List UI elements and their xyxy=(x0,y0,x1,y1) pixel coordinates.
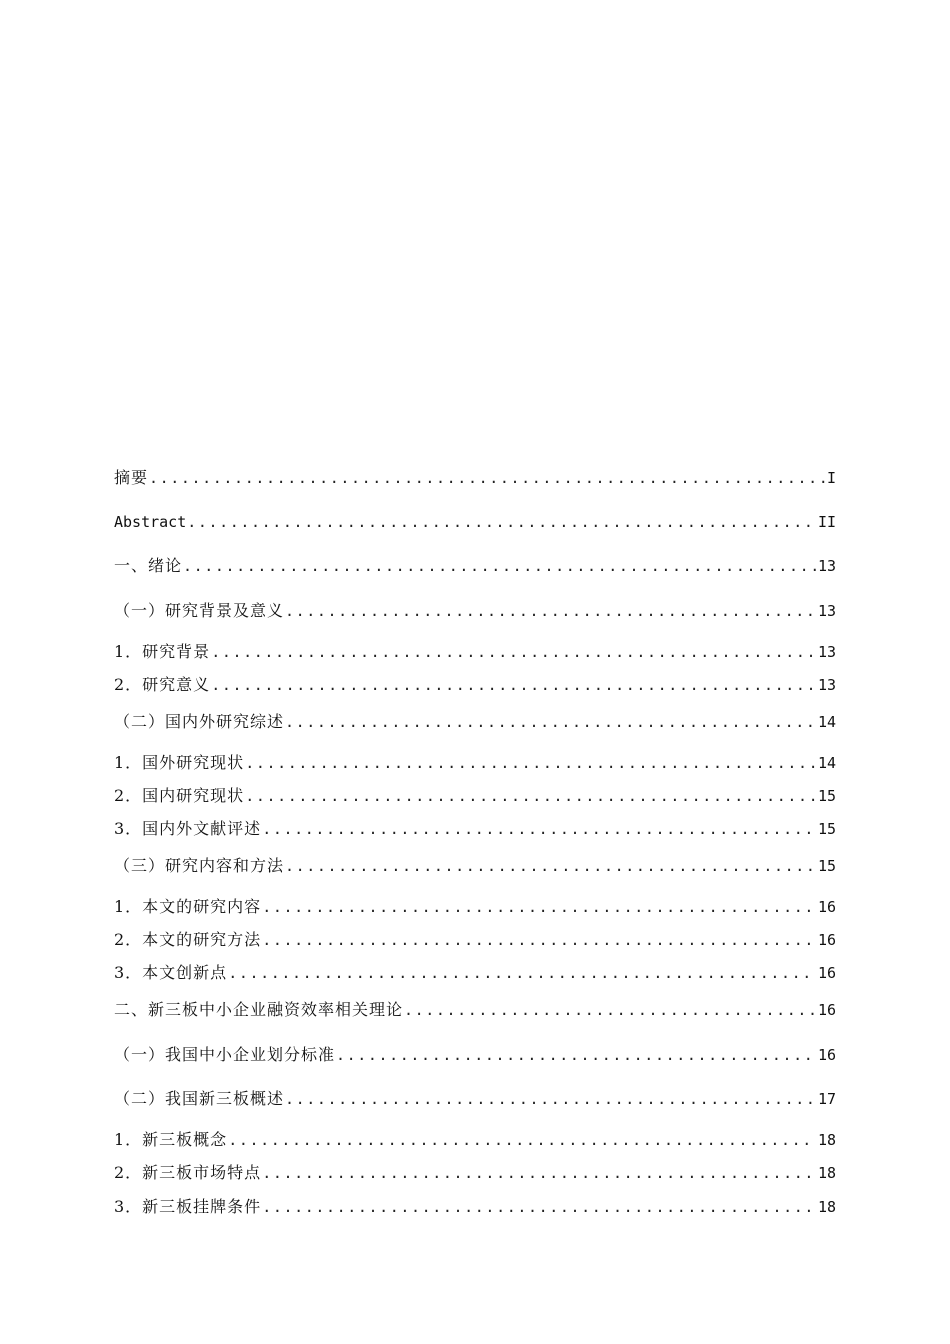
toc-entry-subsection-2-2-2[interactable] xyxy=(114,1161,836,1185)
toc-entry-subsection-1-1-1[interactable] xyxy=(114,640,836,664)
toc-entry-title: 2．研究意义 xyxy=(114,675,211,694)
toc-entry-page: 14 xyxy=(817,754,836,772)
toc-leader-dots xyxy=(262,1161,816,1185)
toc-entry-subsection-1-3-2[interactable] xyxy=(114,928,836,952)
toc-entry-subsection-1-2-2[interactable] xyxy=(114,784,836,808)
toc-entry-page: 17 xyxy=(817,1090,836,1108)
toc-leader-dots xyxy=(262,1195,816,1219)
toc-entry-title: 一、绪论 xyxy=(114,556,183,575)
toc-entry-title: 2．本文的研究方法 xyxy=(114,930,262,949)
toc-leader-dots xyxy=(285,710,816,734)
toc-entry-title: 1．国外研究现状 xyxy=(114,753,245,772)
toc-entry-page: I xyxy=(826,469,836,487)
toc-entry-subsection-1-2-1[interactable] xyxy=(114,751,836,775)
toc-entry-page: 18 xyxy=(817,1131,836,1149)
toc-entry-section-1-3[interactable] xyxy=(114,854,836,878)
toc-entry-page: II xyxy=(817,513,836,531)
toc-entry-title: 摘要 xyxy=(114,468,149,487)
toc-entry-title: 2．国内研究现状 xyxy=(114,786,245,805)
toc-leader-dots xyxy=(245,751,816,775)
toc-leader-dots xyxy=(211,673,816,697)
toc-entry-page: 16 xyxy=(817,964,836,982)
toc-leader-dots xyxy=(262,928,816,952)
toc-entry-subsection-1-3-3[interactable] xyxy=(114,961,836,985)
toc-entry-page: 14 xyxy=(817,713,836,731)
toc-entry-page: 15 xyxy=(817,820,836,838)
toc-entry-section-2-2[interactable] xyxy=(114,1087,836,1111)
toc-leader-dots xyxy=(149,466,825,490)
toc-entry-title: （二）我国新三板概述 xyxy=(114,1089,285,1108)
toc-entry-page: 13 xyxy=(817,602,836,620)
toc-entry-title: 1．新三板概念 xyxy=(114,1130,228,1149)
toc-leader-dots xyxy=(336,1043,816,1067)
toc-entry-abstract-en[interactable] xyxy=(114,510,836,534)
toc-leader-dots xyxy=(285,599,816,623)
toc-entry-page: 13 xyxy=(817,557,836,575)
toc-entry-title: （二）国内外研究综述 xyxy=(114,712,285,731)
toc-entry-subsection-1-3-1[interactable] xyxy=(114,895,836,919)
toc-entry-page: 18 xyxy=(817,1198,836,1216)
toc-entry-title: Abstract xyxy=(114,513,187,531)
toc-entry-title: （三）研究内容和方法 xyxy=(114,856,285,875)
toc-entry-title: 3．国内外文献评述 xyxy=(114,819,262,838)
toc-entry-subsection-1-1-2[interactable] xyxy=(114,673,836,697)
toc-entry-title: （一）研究背景及意义 xyxy=(114,601,285,620)
toc-entry-section-1-2[interactable] xyxy=(114,710,836,734)
toc-leader-dots xyxy=(228,961,816,985)
toc-entry-section-2-1[interactable] xyxy=(114,1043,836,1067)
toc-entry-page: 18 xyxy=(817,1164,836,1182)
toc-leader-dots xyxy=(183,554,816,578)
toc-entry-title: 二、新三板中小企业融资效率相关理论 xyxy=(114,1000,404,1019)
toc-entry-title: 1．研究背景 xyxy=(114,642,211,661)
toc-entry-subsection-1-2-3[interactable] xyxy=(114,817,836,841)
toc-leader-dots xyxy=(285,854,816,878)
toc-entry-chapter-1[interactable] xyxy=(114,554,836,578)
toc-entry-page: 16 xyxy=(817,1046,836,1064)
toc-leader-dots xyxy=(245,784,816,808)
toc-entry-page: 16 xyxy=(817,898,836,916)
toc-entry-title: 2．新三板市场特点 xyxy=(114,1163,262,1182)
toc-entry-page: 15 xyxy=(817,857,836,875)
toc-leader-dots xyxy=(187,510,816,534)
toc-entry-page: 13 xyxy=(817,643,836,661)
toc-entry-title: 3．新三板挂牌条件 xyxy=(114,1197,262,1216)
toc-entry-page: 15 xyxy=(817,787,836,805)
toc-entry-title: 1．本文的研究内容 xyxy=(114,897,262,916)
toc-leader-dots xyxy=(211,640,816,664)
toc-leader-dots xyxy=(404,998,816,1022)
toc-entry-page: 16 xyxy=(817,1001,836,1019)
toc-entry-subsection-2-2-3[interactable] xyxy=(114,1195,836,1219)
toc-entry-chapter-2[interactable] xyxy=(114,998,836,1022)
toc-entry-title: （一）我国中小企业划分标准 xyxy=(114,1045,336,1064)
toc-leader-dots xyxy=(228,1128,816,1152)
toc-entry-page: 13 xyxy=(817,676,836,694)
toc-entry-abstract-cn[interactable] xyxy=(114,466,836,490)
toc-entry-page: 16 xyxy=(817,931,836,949)
toc-leader-dots xyxy=(262,817,816,841)
table-of-contents xyxy=(114,0,836,1344)
toc-entry-title: 3．本文创新点 xyxy=(114,963,228,982)
toc-leader-dots xyxy=(262,895,816,919)
toc-entry-section-1-1[interactable] xyxy=(114,599,836,623)
toc-leader-dots xyxy=(285,1087,816,1111)
toc-entry-subsection-2-2-1[interactable] xyxy=(114,1128,836,1152)
